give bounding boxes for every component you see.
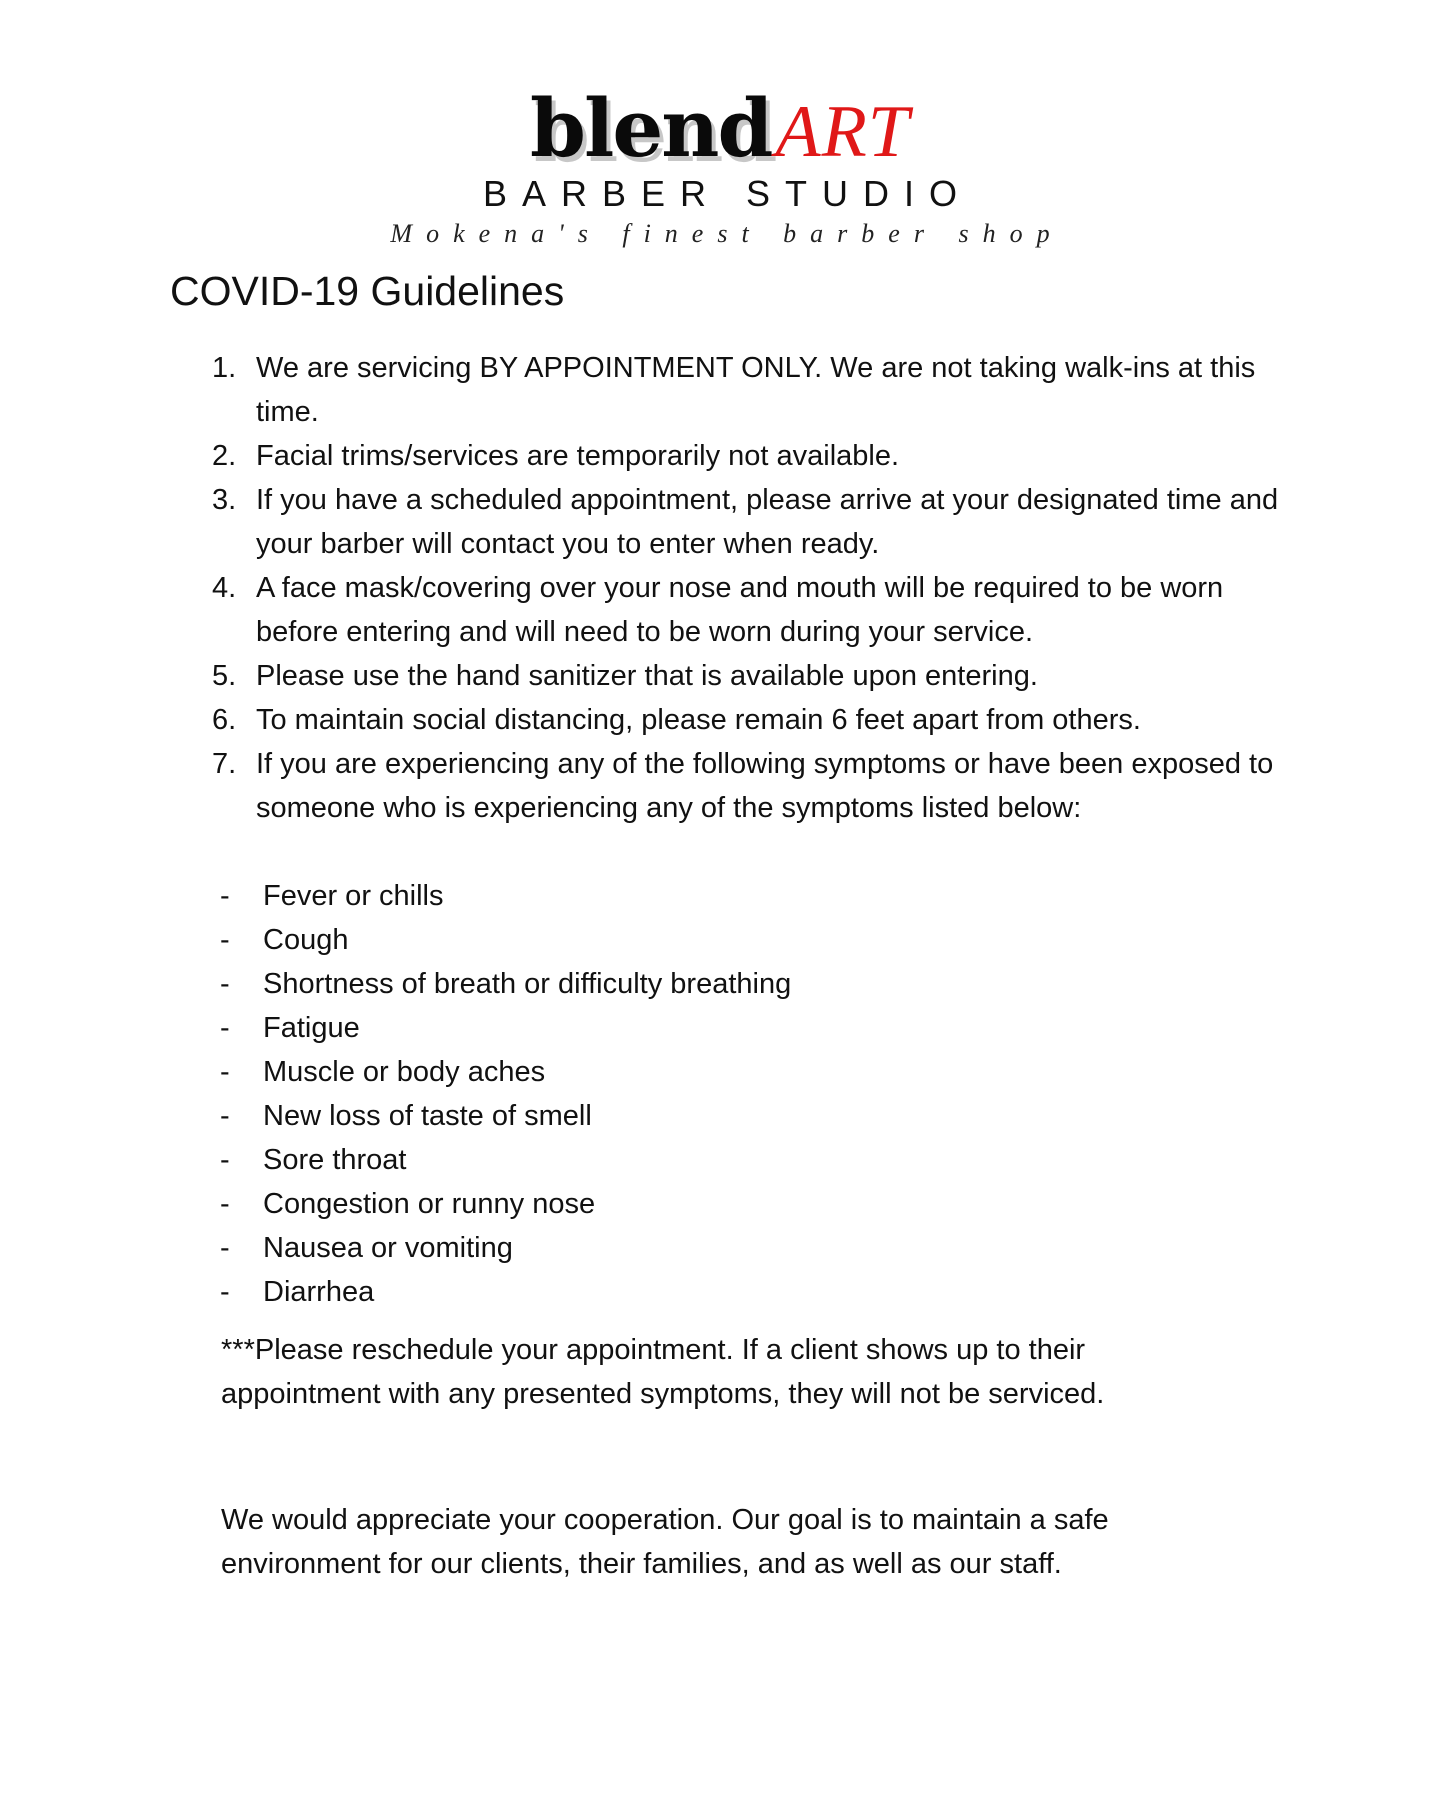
logo [0, 81, 1440, 249]
symptom-text: Nausea or vomiting [263, 1232, 513, 1264]
guideline-item [0, 478, 1296, 566]
dash-bullet: - [220, 1012, 230, 1044]
dash-bullet: - [220, 880, 230, 912]
guideline-number: 6. [212, 704, 237, 736]
symptom-item [0, 962, 791, 1006]
symptom-item [0, 1138, 791, 1182]
dash-bullet: - [220, 1232, 230, 1264]
closing-paragraph: We would appreciate your cooperation. Our goal is to maintain a safe environment for our clients, their families, and as well as our staff. [221, 1504, 1109, 1580]
guideline-text: Facial trims/services are temporarily not available. [256, 440, 900, 472]
symptom-item [0, 1050, 791, 1094]
guideline-text: If you are experiencing any of the following symptoms or have been exposed to someone who is experiencing any of the symptoms listed below: [256, 748, 1274, 824]
symptom-item [0, 1094, 791, 1138]
guidelines-list [0, 346, 1440, 830]
logo-art-text: ART [775, 91, 910, 173]
page-title: COVID-19 Guidelines [170, 268, 565, 314]
guideline-text: A face mask/covering over your nose and mouth will be required to be worn before entering and will need to be worn during your service. [256, 572, 1224, 648]
dash-bullet: - [220, 968, 230, 1000]
guideline-number: 4. [212, 572, 237, 604]
symptom-text: New loss of taste of smell [263, 1100, 592, 1132]
guideline-text: We are servicing BY APPOINTMENT ONLY. We are not taking walk-ins at this time. [256, 352, 1256, 428]
symptom-text: Fever or chills [263, 880, 444, 912]
symptom-text: Muscle or body aches [263, 1056, 546, 1088]
dash-bullet: - [220, 1056, 230, 1088]
symptom-text: Cough [263, 924, 349, 956]
guideline-number: 1. [212, 352, 237, 384]
symptom-item [0, 1182, 791, 1226]
symptom-item [0, 1226, 791, 1270]
dash-bullet: - [220, 924, 230, 956]
guideline-number: 2. [212, 440, 237, 472]
guideline-number: 5. [212, 660, 237, 692]
reschedule-note: ***Please reschedule your appointment. If a client shows up to their appointment with any presented symptoms, they will not be serviced. [221, 1334, 1105, 1410]
symptom-text: Shortness of breath or difficulty breathing [263, 968, 792, 1000]
logo-blend-text: blend [530, 81, 772, 175]
symptom-text: Sore throat [263, 1144, 407, 1176]
logo-studio-text: BARBER STUDIO [482, 173, 973, 214]
guideline-item [0, 566, 1296, 654]
guideline-text: To maintain social distancing, please remain 6 feet apart from others. [256, 704, 1141, 736]
guideline-item [0, 742, 1296, 830]
guideline-text: Please use the hand sanitizer that is available upon entering. [256, 660, 1038, 692]
guideline-item [0, 654, 1296, 698]
symptom-item [0, 1270, 791, 1314]
symptom-item [0, 874, 791, 918]
guideline-number: 3. [212, 484, 237, 516]
dash-bullet: - [220, 1144, 230, 1176]
logo-tagline: Mokena's finest barber shop [390, 219, 1064, 248]
dash-bullet: - [220, 1276, 230, 1308]
symptoms-list [0, 874, 791, 1314]
dash-bullet: - [220, 1100, 230, 1132]
guideline-item [0, 346, 1296, 434]
guideline-item [0, 698, 1296, 742]
symptom-item [0, 1006, 791, 1050]
symptom-text: Congestion or runny nose [263, 1188, 596, 1220]
guideline-item [0, 434, 1296, 478]
guideline-text: If you have a scheduled appointment, please arrive at your designated time and your barber will contact you to enter when ready. [256, 484, 1279, 560]
dash-bullet: - [220, 1188, 230, 1220]
logo-wordmark [530, 81, 910, 175]
symptom-text: Fatigue [263, 1012, 360, 1044]
guideline-number: 7. [212, 748, 237, 780]
symptom-text: Diarrhea [263, 1276, 375, 1308]
symptom-item [0, 918, 791, 962]
